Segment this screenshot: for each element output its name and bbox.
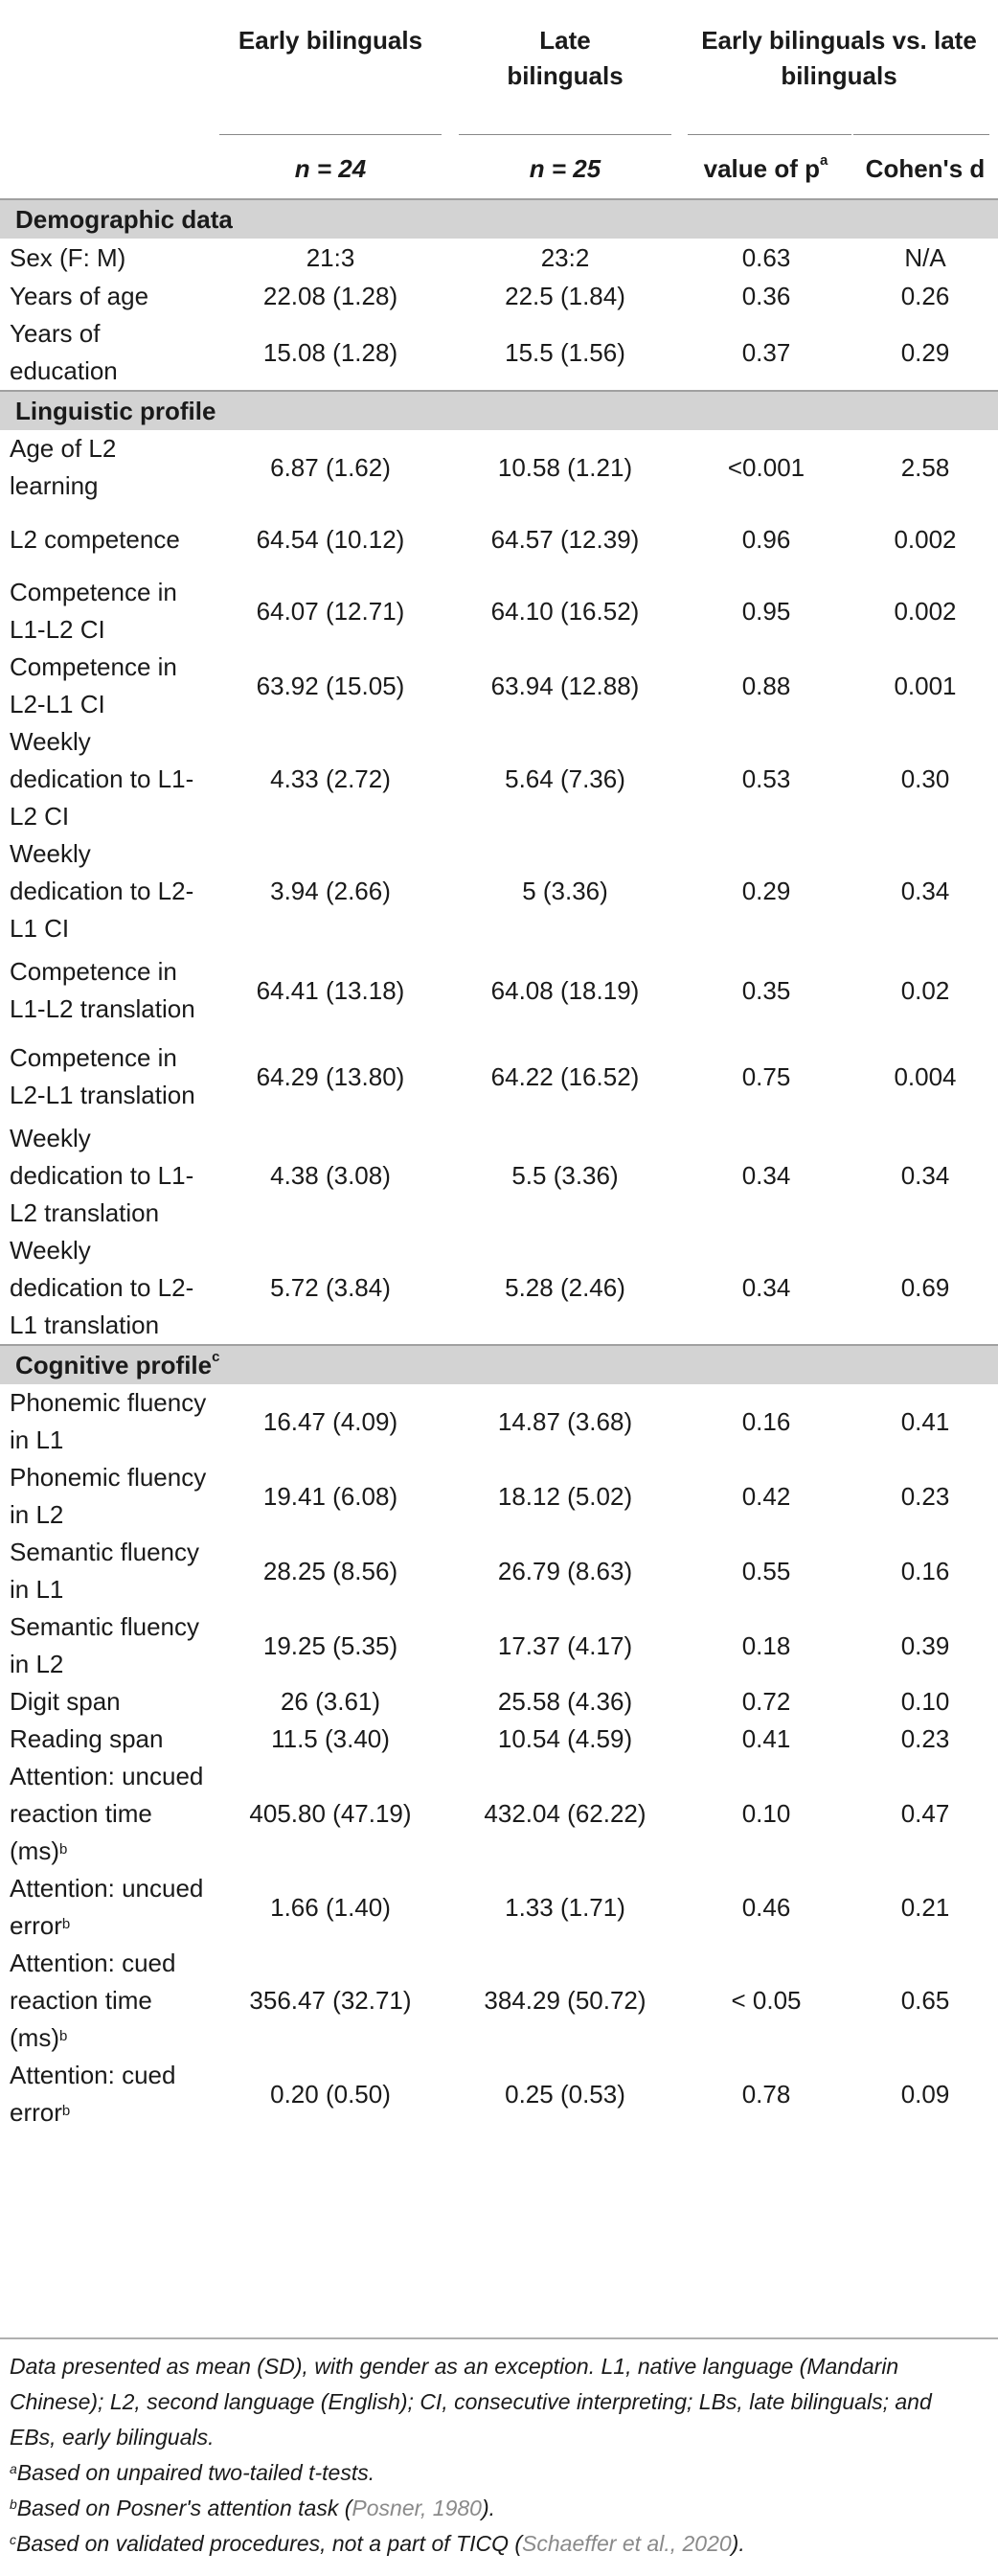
cell-late: 22.5 (1.84): [505, 281, 625, 310]
cell-cohens-d: 0.16: [900, 1556, 950, 1585]
cell-cohens-d: 0.34: [900, 1161, 950, 1190]
cell-cohens-d: 0.29: [900, 337, 950, 367]
table-row: [0, 2057, 998, 2131]
cell-early: 356.47 (32.71): [249, 1986, 412, 2015]
cell-cohens-d: 0.26: [900, 281, 950, 310]
table-row: [0, 649, 998, 723]
cell-early: 5.72 (3.84): [270, 1273, 391, 1302]
table-row: [0, 1721, 998, 1758]
table-row: [0, 1870, 998, 1945]
section-header: [0, 199, 998, 239]
cell-p-value: 0.37: [741, 337, 791, 367]
cell-p-value: 0.42: [741, 1481, 791, 1511]
table-row: [0, 947, 998, 1034]
table-row: [0, 1459, 998, 1534]
table-row: [0, 1120, 998, 1232]
row-label: Competence in L1-L2 translation: [10, 957, 195, 1023]
cell-p-value: 0.41: [741, 1724, 791, 1753]
cell-early: 22.08 (1.28): [262, 281, 398, 310]
cell-p-value: 0.29: [741, 877, 791, 905]
table-row: [0, 315, 998, 391]
cell-early: 64.07 (12.71): [256, 596, 405, 626]
cell-late: 64.10 (16.52): [490, 596, 640, 626]
section-title: Demographic data: [15, 204, 233, 234]
table-row: [0, 835, 998, 947]
row-label: Attention: cued error$^b$: [10, 2061, 176, 2127]
cell-p-value: 0.78: [741, 2079, 791, 2109]
row-label: Attention: cued reaction time (ms)$^b$: [10, 1949, 176, 2052]
row-label: Years of education: [10, 319, 118, 385]
header-early: Early bilinguals: [238, 26, 423, 55]
cell-p-value: 0.35: [741, 975, 791, 1005]
cell-cohens-d: 2.58: [900, 452, 950, 482]
cell-late: 25.58 (4.36): [497, 1687, 633, 1716]
cell-late: 5.28 (2.46): [505, 1273, 625, 1302]
posner-citation-link[interactable]: Posner, 1980: [352, 2496, 482, 2520]
cell-p-value: 0.95: [741, 596, 791, 626]
row-label: Attention: uncued reaction time (ms)$^b$: [10, 1762, 204, 1865]
note-a: $^a$Based on unpaired two-tailed t-tests.: [10, 2460, 375, 2485]
note-b: $^b$Based on Posner's attention task (Posner, 1980).: [10, 2496, 496, 2520]
cell-late: 5.5 (3.36): [511, 1161, 619, 1190]
row-label: Phonemic fluency in L2: [10, 1463, 207, 1529]
cell-cohens-d: 0.65: [900, 1986, 950, 2015]
cell-late: 14.87 (3.68): [497, 1406, 633, 1436]
n-late: n = 25: [450, 120, 680, 199]
group-header-row: [0, 4, 998, 120]
cell-cohens-d: 0.34: [900, 877, 950, 905]
row-label: Digit span: [10, 1687, 121, 1716]
cell-p-value: 0.46: [741, 1892, 791, 1922]
cell-late: 64.08 (18.19): [490, 975, 640, 1005]
cell-late: 5.64 (7.36): [505, 764, 625, 793]
cell-cohens-d: 0.41: [900, 1406, 950, 1436]
cell-early: 63.92 (15.05): [256, 671, 405, 700]
cell-p-value: 0.63: [741, 242, 791, 272]
section-header: Cognitive profile$^c$: [0, 1345, 998, 1384]
cell-p-value: 0.34: [741, 1161, 791, 1190]
table-body: [0, 199, 998, 2131]
bilinguals-table: [0, 4, 998, 2131]
cell-early: 19.25 (5.35): [262, 1630, 398, 1660]
row-label: Age of L2 learning: [10, 434, 117, 500]
cell-late: 5 (3.36): [522, 877, 608, 905]
cell-p-value: 0.53: [741, 764, 791, 793]
table-row: [0, 1034, 998, 1120]
table-row: [0, 1384, 998, 1459]
cell-p-value: 0.36: [741, 281, 791, 310]
cell-cohens-d: 0.002: [894, 524, 957, 554]
cell-early: 1.66 (1.40): [270, 1892, 391, 1922]
row-label: Competence in L2-L1 CI: [10, 652, 177, 718]
cell-cohens-d: 0.23: [900, 1724, 950, 1753]
table-row: [0, 430, 998, 505]
cell-cohens-d: 0.39: [900, 1630, 950, 1660]
cell-late: 15.5 (1.56): [505, 337, 625, 367]
cell-early: 64.41 (13.18): [256, 975, 405, 1005]
cell-early: 19.41 (6.08): [262, 1481, 398, 1511]
cell-p-value: 0.72: [741, 1687, 791, 1716]
schaeffer-citation-link[interactable]: Schaeffer et al., 2020: [522, 2531, 732, 2556]
cell-p-value: 0.10: [741, 1799, 791, 1828]
table-row: [0, 723, 998, 835]
row-label: Attention: uncued error$^b$: [10, 1874, 204, 1940]
row-label: Weekly dedication to L1-L2 translation: [10, 1124, 194, 1227]
cell-early: 11.5 (3.40): [271, 1724, 390, 1753]
row-label: Phonemic fluency in L1: [10, 1388, 207, 1454]
cell-cohens-d: 0.23: [900, 1481, 950, 1511]
cell-p-value: <0.001: [727, 452, 805, 482]
col-cohens-d: Cohen's d: [852, 120, 998, 199]
row-label: Sex (F: M): [10, 242, 126, 272]
table-row: [0, 1232, 998, 1345]
cell-cohens-d: 0.10: [900, 1687, 950, 1716]
cell-p-value: < 0.05: [731, 1986, 802, 2015]
section-title: Linguistic profile: [15, 396, 216, 425]
cell-late: 1.33 (1.71): [505, 1892, 625, 1922]
subheader-row: [0, 120, 998, 199]
cell-late: 64.57 (12.39): [490, 524, 640, 554]
cell-cohens-d: 0.47: [900, 1799, 950, 1828]
row-label: Competence in L1-L2 CI: [10, 578, 177, 644]
cell-early: 405.80 (47.19): [249, 1799, 412, 1828]
table-notes: [10, 2349, 977, 2562]
col-p-value: value of $p^a$: [680, 120, 852, 199]
table-row: [0, 239, 998, 277]
table-row: [0, 505, 998, 574]
cell-p-value: 0.75: [741, 1061, 791, 1091]
cell-late: 17.37 (4.17): [497, 1630, 633, 1660]
header-late: Late bilinguals: [507, 26, 624, 90]
cell-late: 384.29 (50.72): [484, 1986, 646, 2015]
cell-early: 4.38 (3.08): [270, 1161, 391, 1190]
cell-late: 10.54 (4.59): [497, 1724, 633, 1753]
cell-early: 6.87 (1.62): [270, 452, 391, 482]
row-label: Weekly dedication to L1-L2 CI: [10, 727, 194, 831]
cell-cohens-d: 0.69: [900, 1273, 950, 1302]
header-comparison: Early bilinguals vs. late bilinguals: [701, 26, 977, 90]
cell-cohens-d: 0.02: [900, 975, 950, 1005]
note-c: $^c$Based on validated procedures, not a part of TICQ (Schaeffer et al., 2020).: [10, 2531, 745, 2556]
cell-p-value: 0.55: [741, 1556, 791, 1585]
table-row: [0, 1534, 998, 1608]
row-label: L2 competence: [10, 524, 180, 554]
table-row: [0, 1945, 998, 2057]
row-label: Competence in L2-L1 translation: [10, 1043, 195, 1109]
table-row: [0, 1608, 998, 1683]
cell-early: 21:3: [306, 242, 355, 272]
cell-p-value: 0.96: [741, 524, 791, 554]
bottom-rule: [0, 2337, 998, 2339]
cell-late: 64.22 (16.52): [490, 1061, 640, 1091]
cell-late: 23:2: [540, 242, 590, 272]
row-label: Weekly dedication to L2-L1 CI: [10, 839, 194, 943]
table-row: [0, 574, 998, 649]
cell-early: 15.08 (1.28): [262, 337, 398, 367]
table-row: [0, 1683, 998, 1721]
row-label: Reading span: [10, 1724, 164, 1753]
cell-late: 63.94 (12.88): [490, 671, 640, 700]
note-main: Data presented as mean (SD), with gender as an exception. L1, native language (Mandarin Chinese); L2, second language (English); CI, consecutive interpreting; LBs, late bilinguals; and EBs, early bilinguals.: [10, 2354, 932, 2450]
cell-early: 4.33 (2.72): [270, 764, 391, 793]
section-title: Cognitive profile: [15, 1350, 213, 1379]
row-label: Weekly dedication to L2-L1 translation: [10, 1236, 194, 1339]
cell-late: 0.25 (0.53): [505, 2079, 625, 2109]
cell-cohens-d: 0.001: [894, 671, 957, 700]
cell-early: 28.25 (8.56): [262, 1556, 398, 1585]
cell-early: 0.20 (0.50): [270, 2079, 391, 2109]
cell-early: 26 (3.61): [280, 1687, 381, 1716]
cell-late: 26.79 (8.63): [497, 1556, 633, 1585]
cell-early: 64.54 (10.12): [256, 524, 405, 554]
table-row: [0, 277, 998, 315]
cell-cohens-d: N/A: [904, 242, 946, 272]
n-early: n = 24: [211, 120, 450, 199]
cell-early: 3.94 (2.66): [270, 877, 391, 905]
cell-early: 16.47 (4.09): [262, 1406, 398, 1436]
cell-p-value: 0.16: [741, 1406, 791, 1436]
cell-p-value: 0.88: [741, 671, 791, 700]
row-label: Years of age: [10, 281, 149, 310]
cell-p-value: 0.18: [741, 1630, 791, 1660]
table-row: [0, 1758, 998, 1870]
cell-cohens-d: 0.09: [900, 2079, 950, 2109]
cell-cohens-d: 0.004: [894, 1061, 957, 1091]
cell-early: 64.29 (13.80): [256, 1061, 405, 1091]
cell-cohens-d: 0.002: [894, 596, 957, 626]
row-label: Semantic fluency in L1: [10, 1538, 199, 1604]
cell-late: 18.12 (5.02): [497, 1481, 633, 1511]
cell-cohens-d: 0.21: [900, 1892, 950, 1922]
cell-cohens-d: 0.30: [900, 764, 950, 793]
section-header: [0, 391, 998, 430]
row-label: Semantic fluency in L2: [10, 1612, 199, 1678]
cell-late: 10.58 (1.21): [497, 452, 633, 482]
cell-p-value: 0.34: [741, 1273, 791, 1302]
cell-late: 432.04 (62.22): [484, 1799, 646, 1828]
